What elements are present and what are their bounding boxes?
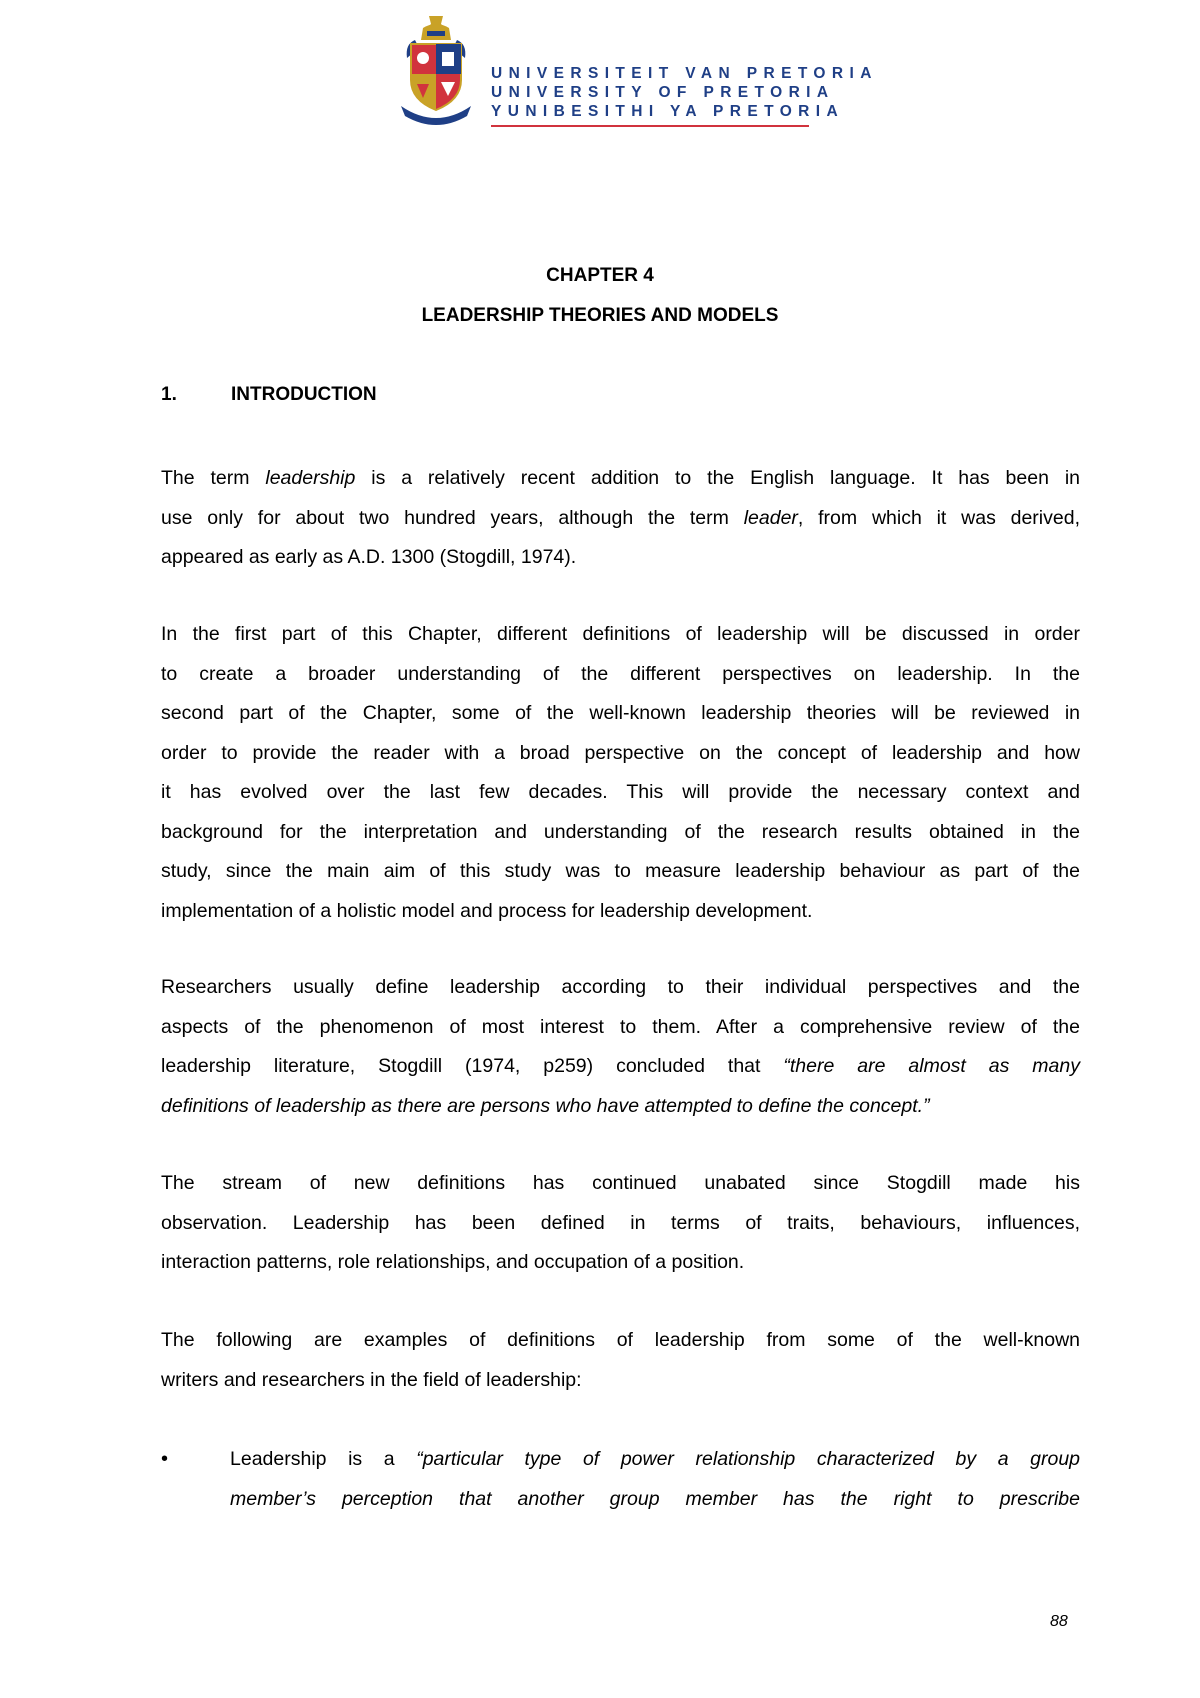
paragraph-line: interaction patterns, role relationships, and occupation of a position. [161, 1251, 745, 1273]
bullet-line: Leadership is a “particular type of power relationship characterized by a group [230, 1448, 1081, 1470]
section-number: 1. [161, 384, 177, 405]
paragraph-line: leadership literature, Stogdill (1974, p259) concluded that “there are almost as many [161, 1055, 1080, 1077]
section-heading [161, 384, 377, 406]
chapter-title: LEADERSHIP THEORIES AND MODELS [421, 305, 779, 326]
paragraph-line: appeared as early as A.D. 1300 (Stogdill, 1974). [161, 546, 577, 568]
chapter-number: CHAPTER 4 [546, 265, 654, 286]
university-name-sepedi: YUNIBESITHI YA PRETORIA [491, 103, 845, 120]
paragraph-5 [161, 1321, 1080, 1400]
header-divider [491, 125, 809, 127]
paragraph-line: implementation of a holistic model and process for leadership development. [161, 899, 813, 922]
paragraph-line: study, since the main aim of this study was to measure leadership behaviour as part of the [161, 860, 1080, 882]
university-name-english: UNIVERSITY OF PRETORIA [491, 84, 835, 101]
paragraph-1 [161, 459, 1080, 578]
paragraph-line: observation. Leadership has been defined in terms of traits, behaviours, influences, [161, 1211, 1080, 1234]
paragraph-4 [161, 1164, 1080, 1283]
paragraph-line: In the first part of this Chapter, different definitions of leadership will be discussed in order [161, 623, 1080, 645]
paragraph-line: second part of the Chapter, some of the well-known leadership theories will be reviewed in [161, 702, 1080, 724]
bullet-icon: • [161, 1448, 169, 1470]
paragraph-line: writers and researchers in the field of leadership: [161, 1368, 582, 1391]
university-header [397, 14, 878, 134]
paragraph-line: background for the interpretation and understanding of the research results obtained in the [161, 820, 1080, 843]
paragraph-line: The stream of new definitions has continued unabated since Stogdill made his [161, 1172, 1080, 1194]
paragraph-3 [161, 968, 1080, 1126]
section-title: INTRODUCTION [231, 384, 377, 405]
paragraph-line: use only for about two hundred years, although the term leader, from which it was derived, [161, 506, 1080, 529]
university-names [491, 64, 878, 121]
paragraph-line: Researchers usually define leadership according to their individual perspectives and the [161, 976, 1080, 998]
paragraph-line: definitions of leadership as there are persons who have attempted to define the concept.” [161, 1094, 930, 1117]
university-crest-icon [397, 14, 475, 126]
bullet-text [230, 1440, 1080, 1519]
paragraph-line: aspects of the phenomenon of most interest to them. After a comprehensive review of the [161, 1015, 1080, 1038]
paragraph-line: The following are examples of definitions of leadership from some of the well-known [161, 1329, 1080, 1351]
paragraph-line: it has evolved over the last few decades. This will provide the necessary context and [161, 781, 1080, 803]
paragraph-2 [161, 615, 1080, 931]
paragraph-line: order to provide the reader with a broad perspective on the concept of leadership and how [161, 741, 1080, 764]
paragraph-line: The term leadership is a relatively recent addition to the English language. It has been in [161, 467, 1080, 489]
paragraph-line: to create a broader understanding of the different perspectives on leadership. In the [161, 662, 1080, 685]
university-name-afrikaans: UNIVERSITEIT VAN PRETORIA [491, 65, 878, 82]
bullet-line: member’s perception that another group member has the right to prescribe [230, 1487, 1080, 1510]
page-number: 88 [1050, 1613, 1068, 1630]
